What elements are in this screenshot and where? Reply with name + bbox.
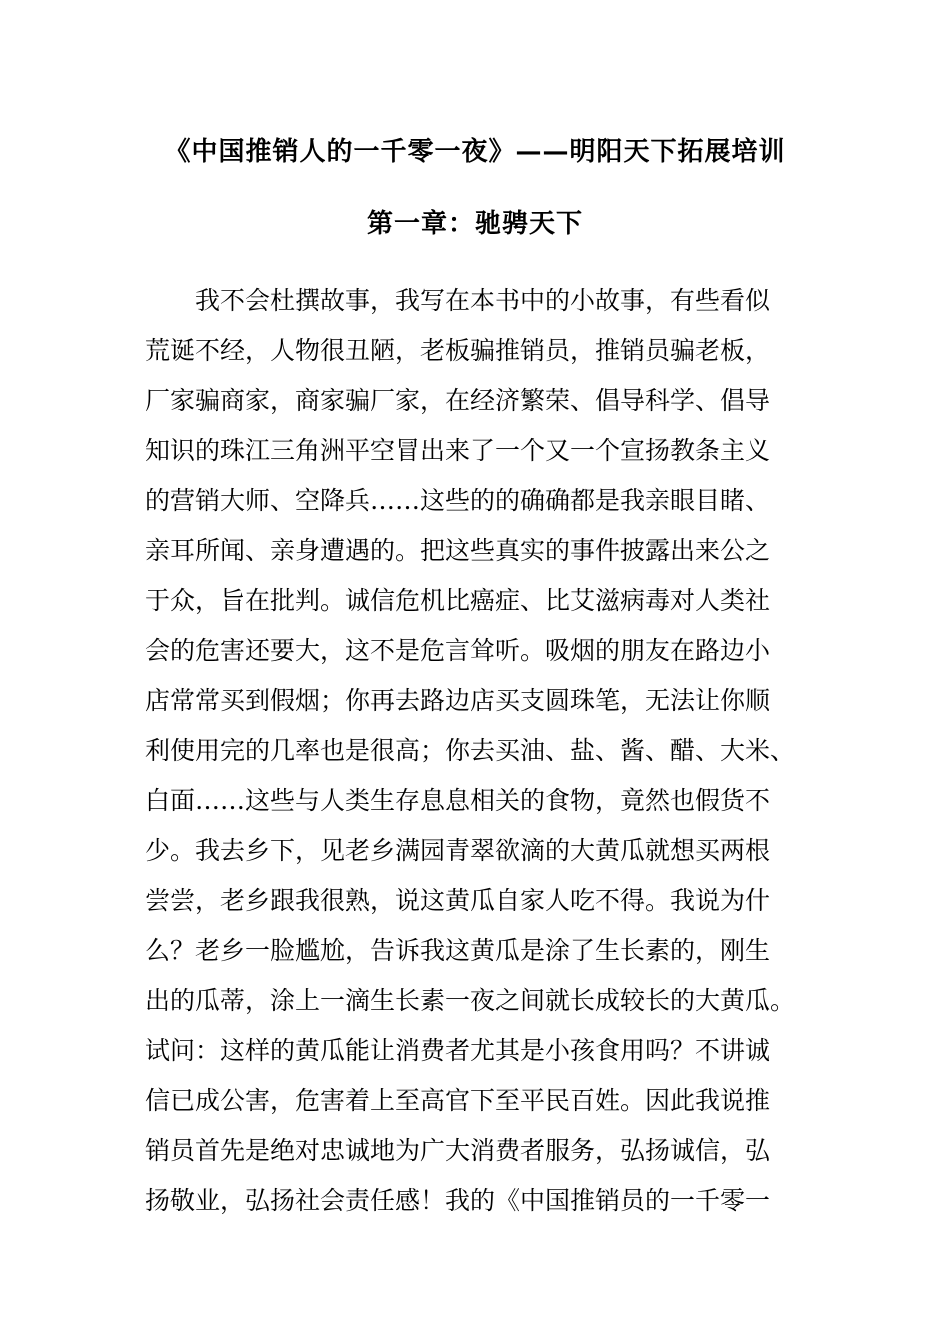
paragraph-line: 么？老乡一脸尴尬，告诉我这黄瓜是涂了生长素的，刚生 bbox=[145, 936, 771, 965]
paragraph-line: 尝尝，老乡跟我很熟，说这黄瓜自家人吃不得。我说为什 bbox=[145, 886, 771, 915]
paragraph-line: 试问：这样的黄瓜能让消费者尤其是小孩食用吗？不讲诚 bbox=[145, 1036, 771, 1065]
paragraph-line: 厂家骗商家，商家骗厂家，在经济繁荣、倡导科学、倡导 bbox=[145, 386, 771, 415]
paragraph-line: 扬敬业，弘扬社会责任感！我的《中国推销员的一千零一 bbox=[145, 1186, 771, 1215]
paragraph-line: 知识的珠江三角洲平空冒出来了一个又一个宣扬教条主义 bbox=[145, 436, 771, 465]
paragraph-line: 于众，旨在批判。诚信危机比癌症、比艾滋病毒对人类社 bbox=[145, 586, 771, 615]
paragraph-line: 信已成公害，危害着上至高官下至平民百姓。因此我说推 bbox=[145, 1086, 771, 1115]
paragraph-line: 亲耳所闻、亲身遭遇的。把这些真实的事件披露出来公之 bbox=[145, 536, 771, 565]
paragraph-line: 荒诞不经，人物很丑陋，老板骗推销员，推销员骗老板， bbox=[145, 336, 771, 365]
paragraph-line: 白面……这些与人类生存息息相关的食物，竟然也假货不 bbox=[145, 786, 771, 815]
paragraph-line: 销员首先是绝对忠诚地为广大消费者服务，弘扬诚信，弘 bbox=[145, 1136, 771, 1165]
paragraph-line: 的营销大师、空降兵……这些的的确确都是我亲眼目睹、 bbox=[145, 486, 771, 515]
paragraph-line: 会的危害还要大，这不是危言耸听。吸烟的朋友在路边小 bbox=[145, 636, 771, 665]
document-title: 《中国推销人的一千零一夜》——明阳天下拓展培训 bbox=[164, 137, 786, 167]
paragraph-line: 我不会杜撰故事，我写在本书中的小故事，有些看似 bbox=[145, 286, 771, 315]
paragraph-line: 出的瓜蒂，涂上一滴生长素一夜之间就长成较长的大黄瓜。 bbox=[145, 986, 796, 1015]
chapter-heading: 第一章：驰骋天下 bbox=[366, 209, 583, 239]
paragraph-line: 店常常买到假烟；你再去路边店买支圆珠笔，无法让你顺 bbox=[145, 686, 771, 715]
paragraph-line: 少。我去乡下，见老乡满园青翠欲滴的大黄瓜就想买两根 bbox=[145, 836, 771, 865]
paragraph-line: 利使用完的几率也是很高；你去买油、盐、酱、醋、大米、 bbox=[145, 736, 796, 765]
